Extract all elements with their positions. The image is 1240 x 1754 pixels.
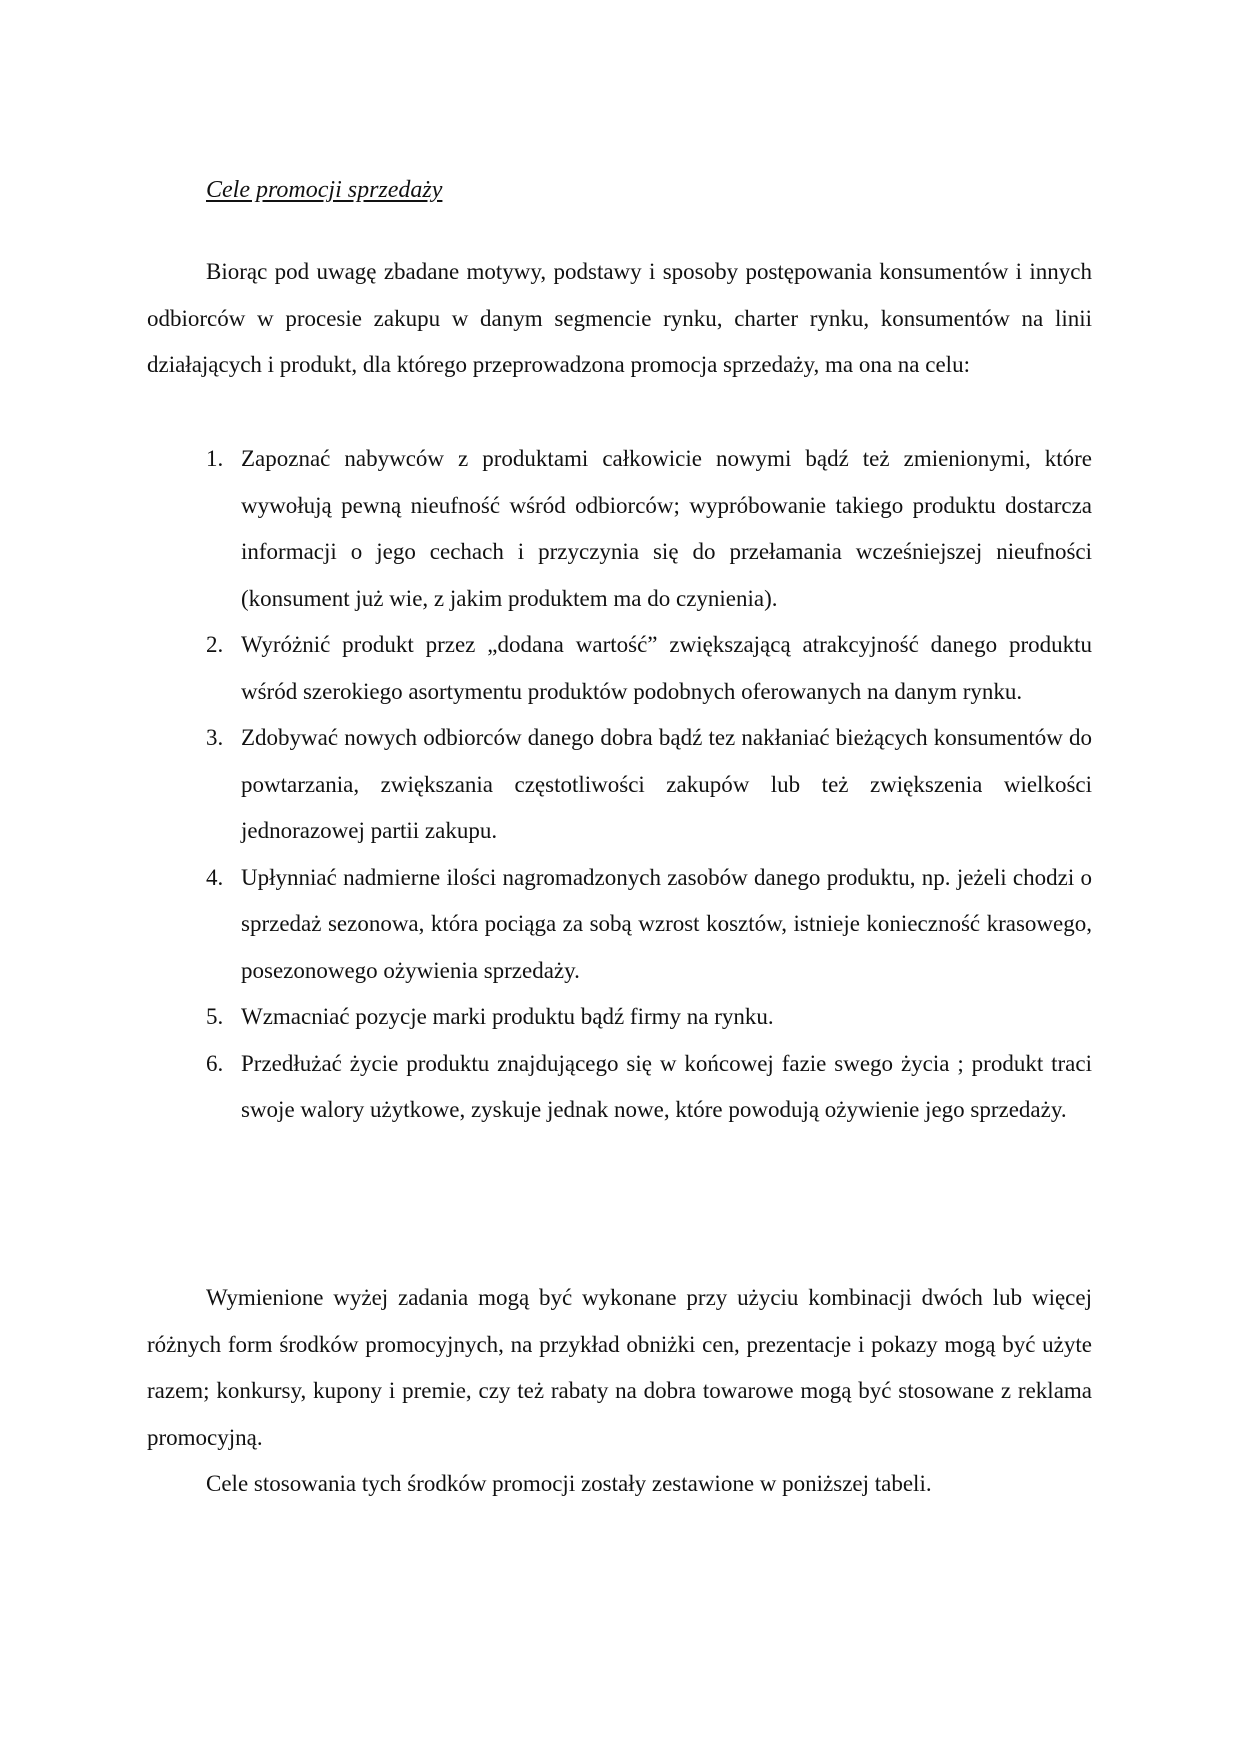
list-item [206, 994, 1092, 1041]
list-item [206, 715, 1092, 855]
list-item-text: Zapoznać nabywców z produktami całkowicie nowymi bądź też zmienionymi, które wywołują pewną nieufność wśród odbiorców; wypróbowanie takiego produktu dostarcza informacji o jego cechach i przyczynia się do przełamania wcześniejszej nieufności (konsument już wie, z jakim produktem ma do czynienia). [241, 446, 1092, 611]
closing-paragraph: Wymienione wyżej zadania mogą być wykonane przy użyciu kombinacji dwóch lub więcej różnych form środków promocyjnych, na przykład obniżki cen, prezentacje i pokazy mogą być użyte razem; konkursy, kupony i premie, czy też rabaty na dobra towarowe mogą być stosowane z reklama promocyjną. [147, 1285, 1092, 1450]
list-item [206, 436, 1092, 622]
list-item-text: Zdobywać nowych odbiorców danego dobra bądź tez nakłaniać bieżących konsumentów do powtarzania, zwiększania częstotliwości zakupów lub też zwiększenia wielkości jednorazowej partii zakupu. [241, 725, 1092, 843]
list-item [206, 855, 1092, 995]
table-intro-paragraph: Cele stosowania tych środków promocji zostały zestawione w poniższej tabeli. [206, 1471, 932, 1496]
goals-list [206, 436, 1092, 1134]
list-item-text: Wyróżnić produkt przez „dodana wartość” zwiększającą atrakcyjność danego produktu wśród szerokiego asortymentu produktów podobnych oferowanych na danym rynku. [241, 632, 1092, 704]
intro-paragraph: Biorąc pod uwagę zbadane motywy, podstawy i sposoby postępowania konsumentów i innych odbiorców w procesie zakupu w danym segmencie rynku, charter rynku, konsumentów na linii działających i produkt, dla którego przeprowadzona promocja sprzedaży, ma ona na celu: [147, 259, 1092, 377]
list-item-number: 4. [206, 864, 224, 890]
document-title: Cele promocji sprzedaży [206, 177, 443, 203]
list-item [206, 622, 1092, 715]
list-item-text: Przedłużać życie produktu znajdującego się w końcowej fazie swego życia ; produkt traci swoje walory użytkowe, zyskuje jednak nowe, które powodują ożywienie jego sprzedaży. [241, 1050, 1092, 1122]
list-item-number: 3. [206, 725, 224, 750]
list-item-number: 1. [206, 446, 224, 471]
list-item-text: Wzmacniać pozycje marki produktu bądź firmy na rynku. [241, 1004, 774, 1029]
list-item-text: Upłynniać nadmierne ilości nagromadzonych zasobów danego produktu, np. jeżeli chodzi o sprzedaż sezonowa, która pociąga za sobą wzrost kosztów, istnieje konieczność krasowego, posezonowego ożywienia sprzedaży. [241, 864, 1092, 983]
list-item [206, 1041, 1092, 1134]
list-item-number: 6. [206, 1050, 224, 1076]
list-item-number: 5. [206, 1004, 224, 1029]
list-item-number: 2. [206, 632, 224, 657]
